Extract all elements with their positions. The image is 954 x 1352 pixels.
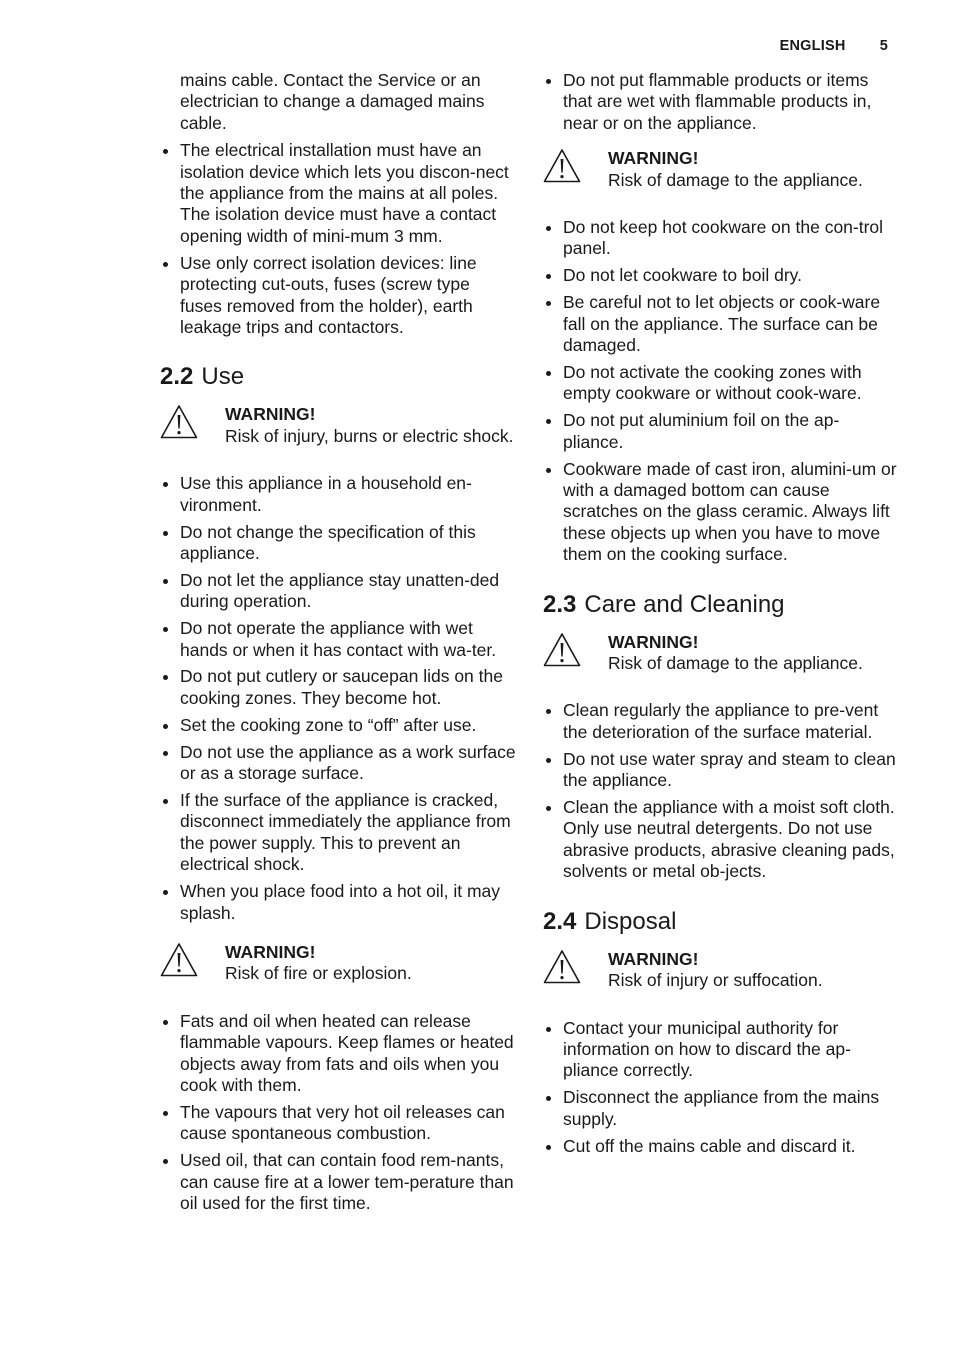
intro-bullet-list (160, 140, 516, 338)
list-item: Do not operate the appliance with wet hands or when it has contact with wa-ter. (160, 618, 516, 661)
section-title: Use (201, 363, 245, 391)
list-item: Contact your municipal authority for information on how to discard the ap-pliance correctly. (543, 1018, 899, 1082)
intro-continuation: mains cable. Contact the Service or an electrician to change a damaged mains cable. (180, 70, 485, 133)
list-item: Fats and oil when heated can release flammable vapours. Keep flames or heated objects away from fats and oils when you cook with them. (160, 1011, 516, 1097)
warning-triangle-icon (543, 148, 581, 184)
warning-text: Risk of injury, burns or electric shock. (225, 425, 514, 446)
list-item: Do not keep hot cookware on the con-trol panel. (543, 217, 899, 260)
list-item: Set the cooking zone to “off” after use. (160, 715, 516, 736)
list-item: When you place food into a hot oil, it may splash. (160, 881, 516, 924)
care-bullet-list (543, 700, 899, 882)
list-item: The electrical installation must have an isolation device which lets you discon-nect the appliance from the mains at all poles. The isolation device must have a contact opening width of mini-mum 3 mm. (160, 140, 516, 247)
warning-text: Risk of fire or explosion. (225, 963, 412, 984)
warning-triangle-icon (160, 404, 198, 440)
list-item: Cookware made of cast iron, alumini-um or with a damaged bottom can cause scratches on the glass ceramic. Always lift these objects up when you have to move them on the cooking surface. (543, 459, 899, 566)
section-heading-disposal (543, 907, 899, 937)
page-number: 5 (879, 38, 888, 54)
warning-title: WARNING! (225, 941, 316, 962)
section-title: Care and Cleaning (584, 590, 785, 618)
list-item: Do not use water spray and steam to clean the appliance. (543, 749, 899, 792)
use-bullet-list (160, 473, 516, 924)
page-header (780, 38, 888, 54)
section-number: 2.3 (543, 590, 577, 618)
list-item: Clean the appliance with a moist soft cloth. Only use neutral detergents. Do not use abrasive products, abrasive cleaning pads, solvents or metal ob-jects. (543, 797, 899, 883)
language-label: ENGLISH (779, 38, 846, 54)
list-item: Use only correct isolation devices: line protecting cut-outs, fuses (screw type fuses removed from the holder), earth leakage trips and contactors. (160, 253, 516, 339)
list-item: Do not let the appliance stay unatten-ded during operation. (160, 570, 516, 613)
list-item: If the surface of the appliance is cracked, disconnect immediately the appliance from the power supply. This to prevent an electrical shock. (160, 790, 516, 876)
warning-triangle-icon (543, 632, 581, 668)
section-number: 2.4 (543, 907, 577, 935)
list-item: Use this appliance in a household en-vironment. (160, 473, 516, 516)
section-title: Disposal (584, 907, 677, 935)
left-column (160, 70, 516, 1220)
list-item: Used oil, that can contain food rem-nants, can cause fire at a lower tem-perature than oil used for the first time. (160, 1150, 516, 1214)
list-item: Cut off the mains cable and discard it. (543, 1136, 899, 1157)
section-heading-care (543, 590, 899, 620)
section-heading-use (160, 362, 516, 392)
damage-bullet-list (543, 217, 899, 566)
warning-triangle-icon (160, 942, 198, 978)
disposal-bullet-list (543, 1018, 899, 1157)
flammable-bullet-list (543, 70, 899, 134)
warning-title: WARNING! (608, 631, 699, 652)
warning-title: WARNING! (608, 148, 699, 169)
list-item: The vapours that very hot oil releases can cause spontaneous combustion. (160, 1102, 516, 1145)
list-item: Do not put cutlery or saucepan lids on the cooking zones. They become hot. (160, 666, 516, 709)
list-item: Do not activate the cooking zones with empty cookware or without cook-ware. (543, 362, 899, 405)
warning-triangle-icon (543, 949, 581, 985)
fire-bullet-list (160, 1011, 516, 1215)
warning-block (543, 148, 899, 191)
list-item: Clean regularly the appliance to pre-vent the deterioration of the surface material. (543, 700, 899, 743)
warning-text: Risk of damage to the appliance. (608, 169, 863, 190)
list-item: Do not let cookware to boil dry. (543, 265, 899, 286)
warning-text: Risk of injury or suffocation. (608, 970, 823, 991)
warning-block (543, 949, 899, 992)
warning-text: Risk of damage to the appliance. (608, 653, 863, 674)
warning-title: WARNING! (608, 948, 699, 969)
list-item: Do not put aluminium foil on the ap-pliance. (543, 410, 899, 453)
warning-block (160, 942, 516, 985)
section-number: 2.2 (160, 363, 194, 391)
list-item: Be careful not to let objects or cook-ware fall on the appliance. The surface can be damaged. (543, 292, 899, 356)
warning-title: WARNING! (225, 404, 316, 425)
list-item: Disconnect the appliance from the mains supply. (543, 1087, 899, 1130)
warning-block (160, 404, 516, 447)
list-item: Do not put flammable products or items that are wet with flammable products in, near or on the appliance. (543, 70, 899, 134)
list-item: Do not use the appliance as a work surface or as a storage surface. (160, 742, 516, 785)
list-item: Do not change the specification of this appliance. (160, 522, 516, 565)
warning-block (543, 632, 899, 675)
right-column (543, 70, 899, 1162)
